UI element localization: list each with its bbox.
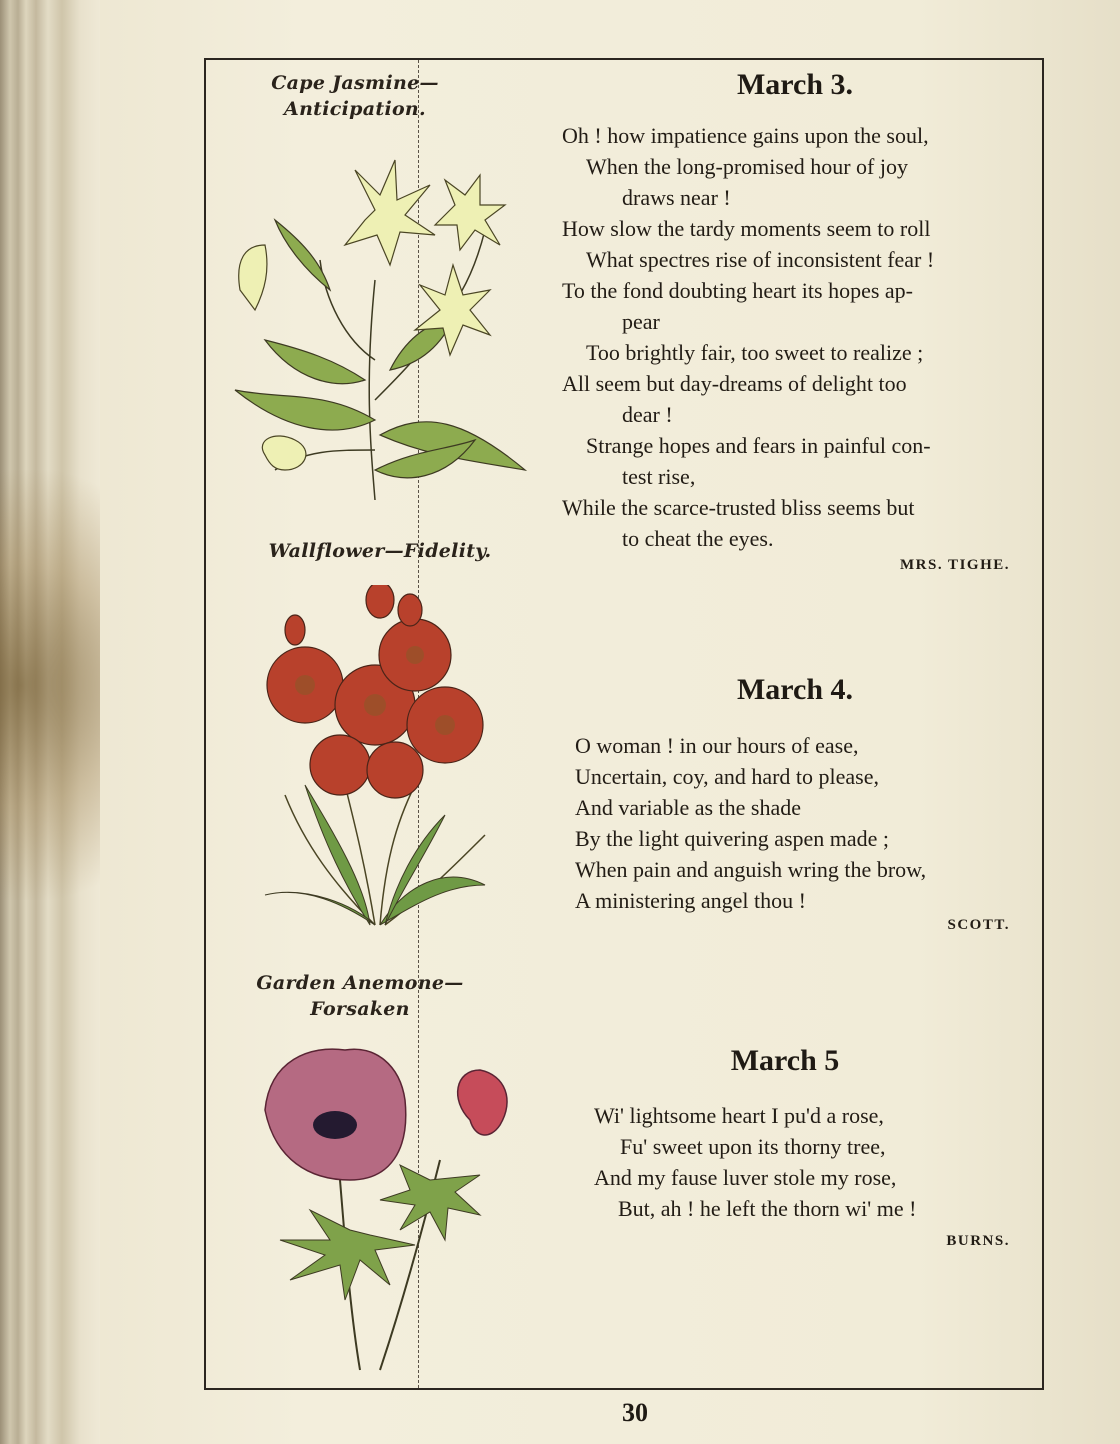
wallflower-illustration (245, 585, 525, 935)
poem-line: Wi' lightsome heart I pu'd a rose, (594, 1103, 884, 1128)
author-text: BURNS. (946, 1233, 1010, 1249)
poem-march-3 (562, 120, 1032, 554)
poem-line: Strange hopes and fears in painful con- (586, 433, 931, 458)
heading-text: March 5 (730, 1044, 840, 1077)
author-mrs-tighe (810, 557, 1010, 574)
poem-line: When pain and anguish wring the brow, (575, 857, 927, 882)
poem-line: And my fause luver stole my rose, (594, 1165, 897, 1190)
poem-line: And variable as the shade (575, 795, 802, 820)
poem-line: Oh ! how impatience gains upon the soul, (562, 123, 929, 148)
poem-line: But, ah ! he left the thorn wi' me ! (618, 1196, 917, 1221)
caption-line: Cape Jasmine— (271, 72, 439, 94)
page-number-text: 30 (622, 1398, 648, 1427)
poem-line: A ministering angel thou ! (575, 888, 806, 913)
poem-line: draws near ! (622, 185, 731, 210)
caption-line: Wallflower—Fidelity. (268, 540, 492, 562)
poem-line: pear (622, 309, 660, 334)
poem-line: While the scarce-trusted bliss seems but (562, 495, 915, 520)
poem-line: By the light quivering aspen made ; (575, 826, 890, 851)
poem-line: What spectres rise of inconsistent fear ! (586, 247, 935, 272)
poem-line: test rise, (622, 464, 696, 489)
poem-line: How slow the tardy moments seem to roll (562, 216, 931, 241)
poem-line: Too brightly fair, too sweet to realize ; (586, 340, 924, 365)
author-burns (810, 1233, 1010, 1250)
cape-jasmine-illustration (225, 150, 545, 510)
entry-heading-march-3 (680, 68, 910, 102)
poem-line: All seem but day-dreams of delight too (562, 371, 907, 396)
author-text: MRS. TIGHE. (900, 557, 1010, 573)
author-scott (810, 917, 1010, 934)
poem-line: to cheat the eyes. (622, 526, 774, 551)
author-text: SCOTT. (947, 917, 1010, 933)
poem-line: Uncertain, coy, and hard to please, (575, 764, 880, 789)
poem-march-5 (594, 1100, 1034, 1224)
caption-wallflower (230, 538, 530, 564)
poem-march-4 (575, 730, 1035, 916)
poem-line: Fu' sweet upon its thorny tree, (620, 1134, 886, 1159)
heading-text: March 3. (736, 68, 854, 101)
poem-line: dear ! (622, 402, 673, 427)
entry-heading-march-5 (670, 1044, 900, 1078)
entry-heading-march-4 (680, 673, 910, 707)
caption-garden-anemone (235, 970, 485, 1022)
caption-line: Garden Anemone— (256, 972, 464, 994)
poem-line: To the fond doubting heart its hopes ap- (562, 278, 914, 303)
poem-line: When the long-promised hour of joy (586, 154, 908, 179)
page-number (600, 1398, 670, 1428)
heading-text: March 4. (736, 673, 854, 706)
garden-anemone-illustration (250, 1040, 520, 1375)
anemone-center (313, 1111, 357, 1139)
caption-line: Anticipation. (284, 98, 426, 120)
caption-cape-jasmine (250, 70, 460, 122)
poem-line: O woman ! in our hours of ease, (575, 733, 859, 758)
caption-line: Forsaken (310, 998, 410, 1020)
